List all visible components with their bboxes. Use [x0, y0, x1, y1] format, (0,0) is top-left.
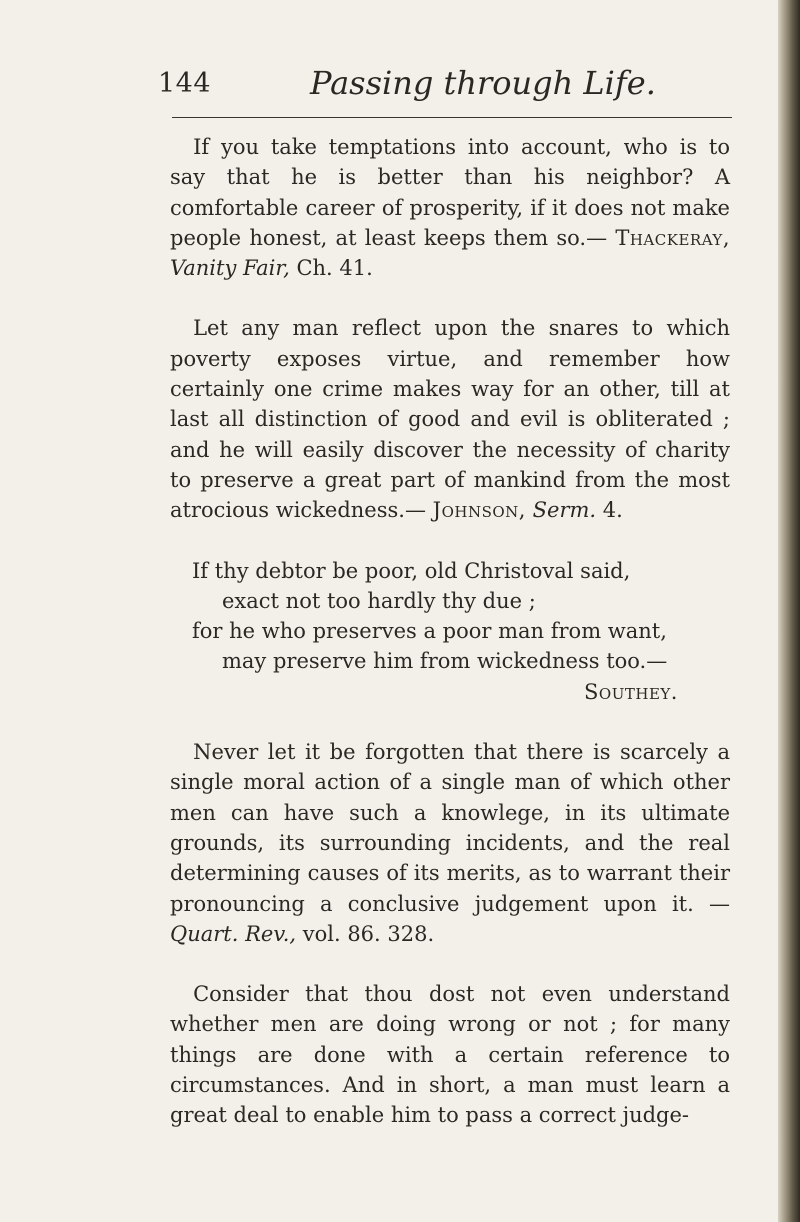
paragraph-gap [170, 526, 730, 556]
quotation-consider [170, 979, 730, 1130]
quotation-text: Consider that thou dost not even understand whether men are doing wrong or not ; for many things are done with a certain reference to circumstances. And in short, a man must learn a great deal to enable him to pass a correct judge- [170, 982, 730, 1128]
quotation-reference: vol. 86. 328. [302, 921, 435, 946]
paragraph-gap [170, 707, 730, 737]
quotation-southey [170, 556, 730, 707]
running-title: Passing through Life. [310, 64, 656, 102]
quotation-text: If you take temptations into account, who is to say that he is better than his neighbor? A comfortable career of prosperity, if it does not make people honest, at least keeps them so.— [170, 135, 730, 250]
page-number: 144 [158, 68, 212, 99]
verse-line: exact not too hardly thy due ; [222, 588, 536, 613]
quotation-quarterly-review [170, 737, 730, 949]
quotation-johnson [170, 313, 730, 525]
quotation-author: Southey. [584, 679, 678, 704]
quotation-text: Let any man reflect upon the snares to which poverty exposes virtue, and remember how certainly one crime makes way for an other, till at last all distinction of good and evil is obliterated ; and he will easily discover the necessity of charity to preserve a great part of mankind from the most atrocious wickedness.— [170, 316, 730, 523]
quotation-work: Quart. Rev., [170, 921, 297, 946]
header-rule [172, 117, 732, 118]
quotation-text: Never let it be forgotten that there is scarcely a single moral action of a single man of which other men can have such a knowlege, in its ultimate grounds, its surrounding incidents, and the real determining causes of its merits, as to warrant their pronouncing a conclusive judgement upon it. — [170, 740, 730, 916]
verse-line: If thy debtor be poor, old Christoval said, [192, 558, 631, 583]
page-body [170, 132, 730, 1131]
quotation-work: Serm. [532, 498, 597, 523]
page-edge-shadow [778, 0, 800, 1222]
quotation-thackeray [170, 132, 730, 283]
page-header [158, 64, 718, 112]
verse-line: may preserve him from wickedness too.— [222, 649, 668, 674]
quotation-reference: Ch. 41. [296, 256, 373, 281]
quotation-reference: 4. [602, 498, 623, 523]
quotation-work: Vanity Fair, [170, 256, 290, 281]
quotation-author: Thackeray, [615, 225, 730, 250]
quotation-author: Johnson, [432, 498, 526, 523]
paragraph-gap [170, 283, 730, 313]
verse-line: for he who preserves a poor man from want, [192, 619, 667, 644]
paragraph-gap [170, 949, 730, 979]
